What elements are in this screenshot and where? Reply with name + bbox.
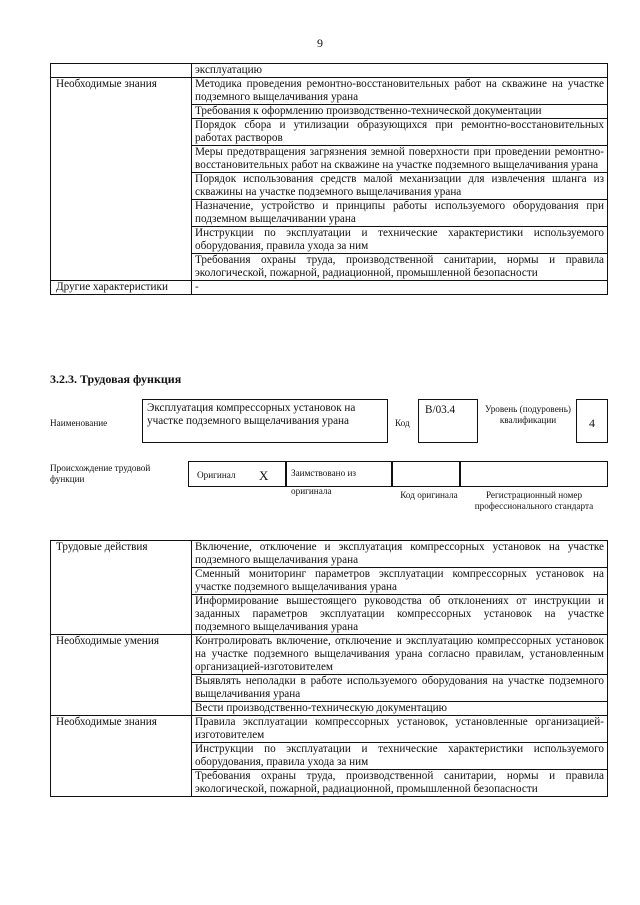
row-label: Необходимые знания <box>51 716 192 797</box>
origin-label: Происхождение трудовой функции <box>50 463 151 484</box>
code-label: Код <box>395 418 410 428</box>
table-row <box>51 64 608 78</box>
row-label: Необходимые умения <box>51 635 192 716</box>
row-label: Необходимые знания <box>51 78 192 281</box>
knowledge-table-continued <box>50 63 608 295</box>
row-label: Другие характеристики <box>51 281 192 295</box>
row-item: Инструкции по эксплуатации и технические характеристики используемого оборудования, правила ухода за ним <box>192 743 608 770</box>
function-name-value: Эксплуатация компрессорных установок на участке подземного выщелачивания урана <box>142 399 388 443</box>
origin-code-cell <box>392 461 460 487</box>
row-item: Информирование вышестоящего руководства об отклонениях от инструкции и заданных параметров эксплуатации компрессорных установок на участке подземного выщелачивания урана <box>192 595 608 635</box>
row-item: Инструкции по эксплуатации и технические характеристики используемого оборудования, правила ухода за ним <box>192 227 608 254</box>
row-item: Требования к оформлению производственно-технической документации <box>192 105 608 119</box>
original-label: Оригинал <box>197 470 236 480</box>
level-value: 4 <box>576 399 608 443</box>
row-item: Требования охраны труда, производственной санитарии, нормы и правила экологической, пожарной, радиационной, промышленной безопасности <box>192 254 608 281</box>
table-row <box>51 635 608 675</box>
row-item: эксплуатацию <box>192 64 608 78</box>
row-item: Требования охраны труда, производственной санитарии, нормы и правила экологической, пожарной, радиационной, промышленной безопасности <box>192 770 608 797</box>
row-item: Методика проведения ремонтно-восстановительных работ на скважине на участке подземного выщелачивания урана <box>192 78 608 105</box>
original-mark: X <box>259 468 269 483</box>
row-item: Порядок сбора и утилизации образующихся при ремонтно-восстановительных работах растворов <box>192 119 608 146</box>
row-item: Назначение, устройство и принципы работы используемого оборудования при подземном выщелачивании урана <box>192 200 608 227</box>
row-item: Правила эксплуатации компрессорных установок, установленные организацией-изготовителем <box>192 716 608 743</box>
table-row <box>51 716 608 743</box>
borrowed-label: Заимствовано из оригинала <box>291 468 357 496</box>
row-item: - <box>192 281 608 295</box>
borrowed-cell <box>286 461 392 496</box>
row-label: Трудовые действия <box>51 541 192 635</box>
row-item: Меры предотвращения загрязнения земной поверхности при проведении ремонтно-восстановительных работ на скважине на участке подземного выщелачивания урана <box>192 146 608 173</box>
name-label: Наименование <box>50 418 108 428</box>
table-row <box>51 78 608 105</box>
row-item: Порядок использования средств малой механизации для извлечения шланга из скважины на участке подземного выщелачивания урана <box>192 173 608 200</box>
code-caption: Код оригинала <box>400 490 458 500</box>
original-cell <box>188 461 286 487</box>
row-item: Контролировать включение, отключение и эксплуатацию компрессорных установок на участке подземного выщелачивания урана согласно правилам, установленным организацией-изготовителем <box>192 635 608 675</box>
row-label <box>51 64 192 78</box>
page-number: 9 <box>317 36 323 50</box>
row-item: Включение, отключение и эксплуатация компрессорных установок на участке подземного выщелачивания урана <box>192 541 608 568</box>
row-item: Выявлять неполадки в работе используемого оборудования на участке подземного выщелачивания урана <box>192 675 608 702</box>
reg-caption: Регистрационный номер профессионального стандарта <box>474 490 594 511</box>
level-label: Уровень (подуровень) квалификации <box>485 404 571 425</box>
reg-number-cell <box>460 461 608 487</box>
row-item: Сменный мониторинг параметров эксплуатации компрессорных установок на участке подземного выщелачивания урана <box>192 568 608 595</box>
table-row <box>51 281 608 295</box>
function-code-value: B/03.4 <box>418 399 478 443</box>
function-details-table <box>50 540 608 797</box>
section-title: 3.2.3. Трудовая функция <box>50 372 182 386</box>
row-item: Вести производственно-техническую документацию <box>192 702 608 716</box>
table-row <box>51 541 608 568</box>
